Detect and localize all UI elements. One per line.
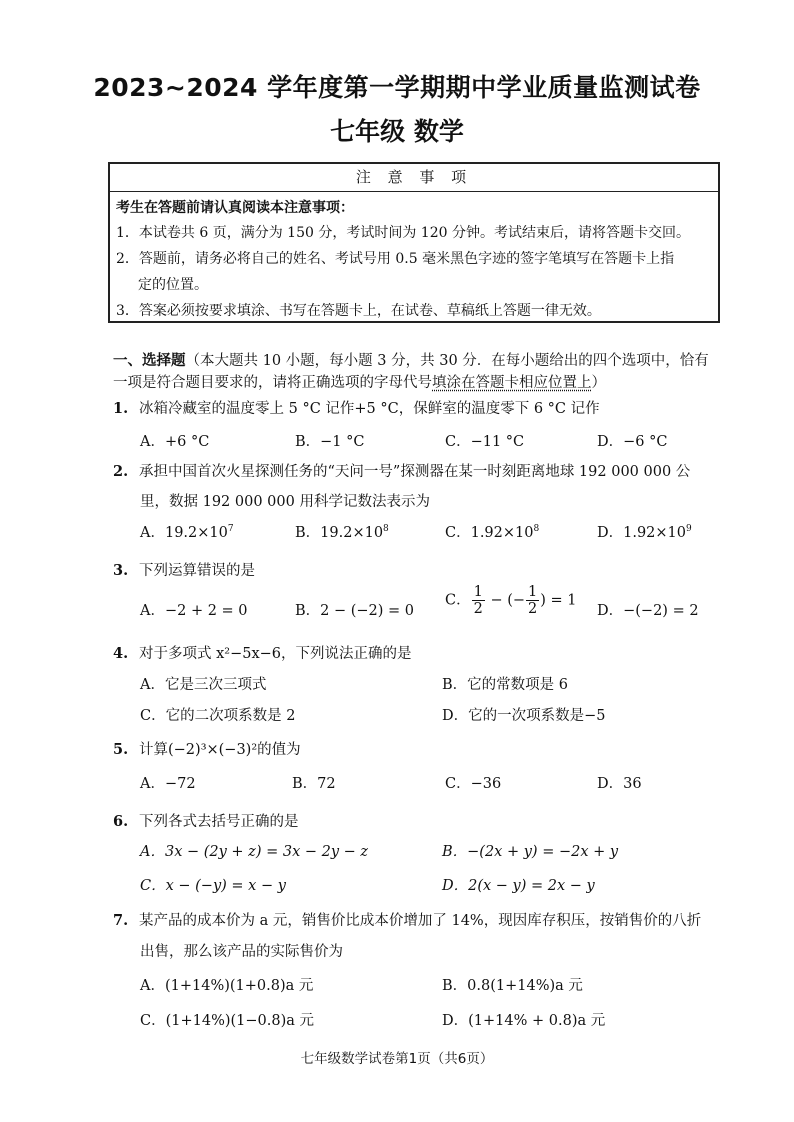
question-number: 4.	[113, 645, 129, 662]
q3-option-c-mid: − (−	[485, 592, 526, 609]
notice-item-2: 2．答题前，请务必将自己的姓名、考试号用 0.5 毫米黑色字迹的签字笔填写在答题卡上指	[116, 251, 675, 267]
notice-intro: 考生在答题前请认真阅读本注意事项：	[116, 200, 354, 216]
question-2-cont: 里，数据 192 000 000 用科学记数法表示为	[140, 494, 430, 510]
question-1	[113, 397, 600, 418]
q2-option-b-exp: 8	[383, 524, 389, 535]
q1-option-b: B．−1 °C	[295, 434, 365, 450]
q2-option-d-exp: 9	[686, 524, 692, 535]
notice-item-3: 3．答案必须按要求填涂、书写在答题卡上，在试卷、草稿纸上答题一律无效。	[116, 303, 601, 319]
fraction-denominator: 2	[473, 601, 483, 617]
q2-option-c-text: C．1.92×10	[445, 525, 534, 541]
q2-option-c-exp: 8	[533, 524, 540, 535]
section-desc-d: ）	[591, 375, 606, 391]
q5-option-c: C．−36	[445, 776, 502, 792]
section-desc-b: 一项是符合题目要求的，请将正确选项的字母代号	[113, 375, 432, 391]
q2-option-b-text: B．19.2×10	[295, 525, 384, 541]
q2-option-d	[597, 521, 692, 542]
q4-option-c: C．它的二次项系数是 2	[140, 708, 296, 724]
q6-option-a: A．3x − (2y + z) = 3x − 2y − z	[140, 844, 369, 860]
q7-option-b: B．0.8(1+14%)a 元	[442, 978, 583, 994]
question-text: 某产品的成本价为 a 元，销售价比成本价增加了 14%，现因库存积压，按销售价的八折	[139, 913, 702, 929]
q4-option-d: D．它的一次项系数是−5	[442, 708, 606, 724]
q3-option-c-end: ) = 1	[540, 592, 577, 609]
q2-option-a	[140, 521, 234, 542]
question-7-cont: 出售，那么该产品的实际售价为	[140, 944, 343, 960]
question-2	[113, 460, 690, 481]
q3-option-a: A．−2 + 2 = 0	[140, 603, 248, 619]
q1-option-a: A．+6 °C	[140, 434, 210, 450]
q3-option-c	[445, 584, 577, 617]
q3-option-d: D．−(−2) = 2	[597, 603, 699, 619]
q5-option-b: B．72	[292, 776, 336, 792]
q7-option-a: A．(1+14%)(1+0.8)a 元	[140, 978, 314, 994]
question-number: 1.	[113, 400, 129, 417]
question-text: 下列运算错误的是	[139, 563, 255, 579]
question-6	[113, 810, 299, 831]
page-footer: 七年级数学试卷第1页（共6页）	[300, 1051, 494, 1067]
question-3	[113, 559, 255, 580]
q1-option-c: C．−11 °C	[445, 434, 525, 450]
q3-option-b: B．2 − (−2) = 0	[295, 603, 415, 619]
fraction-denominator: 2	[528, 601, 538, 617]
q2-option-a-text: A．19.2×10	[140, 525, 228, 541]
q2-option-a-exp: 7	[227, 524, 234, 535]
q4-option-b: B．它的常数项是 6	[442, 677, 568, 693]
q7-option-d: D．(1+14% + 0.8)a 元	[442, 1013, 606, 1029]
question-4	[113, 642, 412, 663]
question-number: 2.	[113, 463, 129, 480]
q5-option-d: D．36	[597, 776, 642, 792]
question-number: 7.	[113, 912, 129, 929]
section-desc-a: （本大题共 10 小题，每小题 3 分，共 30 分．在每小题给出的四个选项中，恰有	[185, 353, 709, 369]
q3-option-c-label: C．	[445, 592, 471, 609]
q2-option-c	[445, 521, 539, 542]
exam-title: 2023~2024 学年度第一学期期中学业质量监测试卷	[93, 73, 701, 102]
section-heading: 一、选择题	[113, 352, 186, 369]
notice-item-1: 1．本试卷共 6 页，满分为 150 分，考试时间为 120 分钟。考试结束后，请将答题卡交回。	[116, 225, 690, 241]
notice-heading: 注 意 事 项	[110, 164, 718, 192]
q3-fraction-2	[526, 584, 539, 617]
fraction-numerator: 1	[528, 584, 538, 600]
question-text: 对于多项式 x²−5x−6，下列说法正确的是	[139, 646, 412, 662]
q5-option-a: A．−72	[140, 776, 196, 792]
section-desc-c: 填涂在答题卡相应位置上	[432, 375, 592, 391]
q4-option-a: A．它是三次三项式	[140, 677, 267, 693]
q6-option-d: D．2(x − y) = 2x − y	[442, 878, 595, 894]
q7-option-c: C．(1+14%)(1−0.8)a 元	[140, 1013, 315, 1029]
exam-subtitle: 七年级 数学	[330, 117, 464, 146]
section-intro	[113, 350, 723, 394]
notice-box	[108, 162, 720, 323]
q2-option-b	[295, 521, 389, 542]
question-text: 下列各式去括号正确的是	[139, 814, 299, 830]
question-text: 承担中国首次火星探测任务的“天问一号”探测器在某一时刻距离地球 192 000 000 公	[139, 464, 691, 480]
q6-option-c: C．x − (−y) = x − y	[140, 878, 286, 894]
q2-option-d-text: D．1.92×10	[597, 525, 687, 541]
q1-option-d: D．−6 °C	[597, 434, 668, 450]
question-number: 6.	[113, 813, 129, 830]
question-text: 冰箱冷藏室的温度零上 5 °C 记作+5 °C，保鲜室的温度零下 6 °C 记作	[139, 401, 600, 417]
fraction-numerator: 1	[473, 584, 483, 600]
notice-item-2-cont: 定的位置。	[138, 277, 208, 293]
question-text: 计算(−2)³×(−3)²的值为	[139, 742, 301, 758]
question-5	[113, 738, 301, 759]
q3-fraction-1	[472, 584, 485, 617]
question-number: 5.	[113, 741, 129, 758]
question-number: 3.	[113, 562, 129, 579]
q6-option-b: B．−(2x + y) = −2x + y	[442, 844, 619, 860]
question-7	[113, 909, 701, 930]
